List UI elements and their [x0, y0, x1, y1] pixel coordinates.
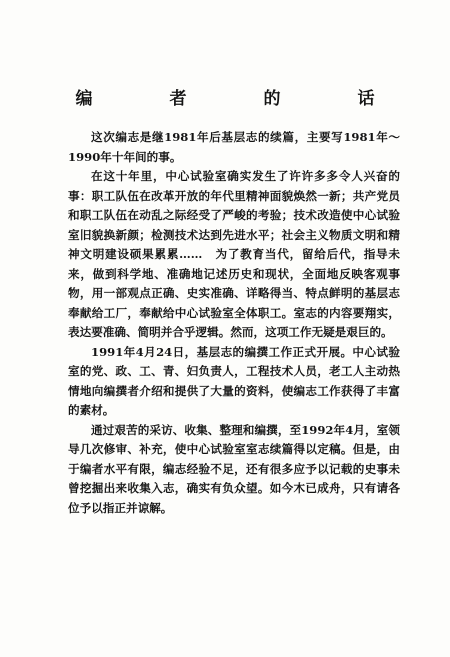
text-line: 这次编志是继1981年后基层志的续篇，主要写1981年～: [91, 130, 400, 144]
text-line: 和职工队伍在动乱之际经受了严峻的考验；技术改造使中心试验: [68, 208, 400, 222]
paragraph-2: [68, 167, 400, 343]
text-line: 物，用一部观点正确、史实准确、详略得当、特点鲜明的基层志: [68, 286, 400, 300]
text-line: 来，做到科学地、准确地记述历史和现状，全面地反映客观事: [68, 266, 400, 281]
paragraph-3: [68, 343, 400, 421]
paragraph-1: [68, 128, 400, 167]
text-line: 室的党、政、工、青、妇负责人，工程技术人员，老工人主动热: [68, 364, 400, 378]
body-text: [68, 128, 400, 518]
text-line: 在这十年里，中心试验室确实发生了许许多多令人兴奋的: [91, 169, 400, 183]
text-line: 事：职工队伍在改革开放的年代里精神面貌焕然一新；共产党员: [68, 188, 400, 203]
text-line: 于编者水平有限，编志经验不足，还有很多应予以记载的史事未: [68, 461, 400, 476]
text-line: 的素材。: [68, 403, 115, 417]
text-line: 位予以指正并谅解。: [68, 500, 173, 515]
text-line: 神文明建设硕果累累…… 为了教育当代，留给后代，指导未: [68, 247, 400, 261]
text-line: 通过艰苦的采访、收集、整理和编撰，至1992年4月，室领: [91, 422, 400, 437]
paragraph-4: [68, 421, 400, 519]
text-line: 导几次修审、补充，使中心试验室室志续篇得以定稿。但是，由: [68, 442, 400, 456]
text-line: 表达要准确、简明并合乎逻辑。然而，这项工作无疑是艰巨的。: [68, 325, 393, 339]
text-line: 情地向编撰者介绍和提供了大量的资料，使编志工作获得了丰富: [68, 383, 400, 398]
text-line: 奉献给工厂，奉献给中心试验室全体职工。室志的内容要翔实，: [68, 305, 400, 320]
text-line: 1990年十年间的事。: [68, 149, 182, 164]
text-line: 室旧貌换新颜；检测技术达到先进水平；社会主义物质文明和精: [68, 227, 400, 242]
page-title: 编 者 的 话: [75, 89, 405, 109]
text-line: 曾挖掘出来收集入志，确实有负众望。如今木已成舟，只有请各: [68, 481, 400, 495]
text-line: 1991年4月24日，基层志的编撰工作正式开展。中心试验: [91, 344, 400, 359]
